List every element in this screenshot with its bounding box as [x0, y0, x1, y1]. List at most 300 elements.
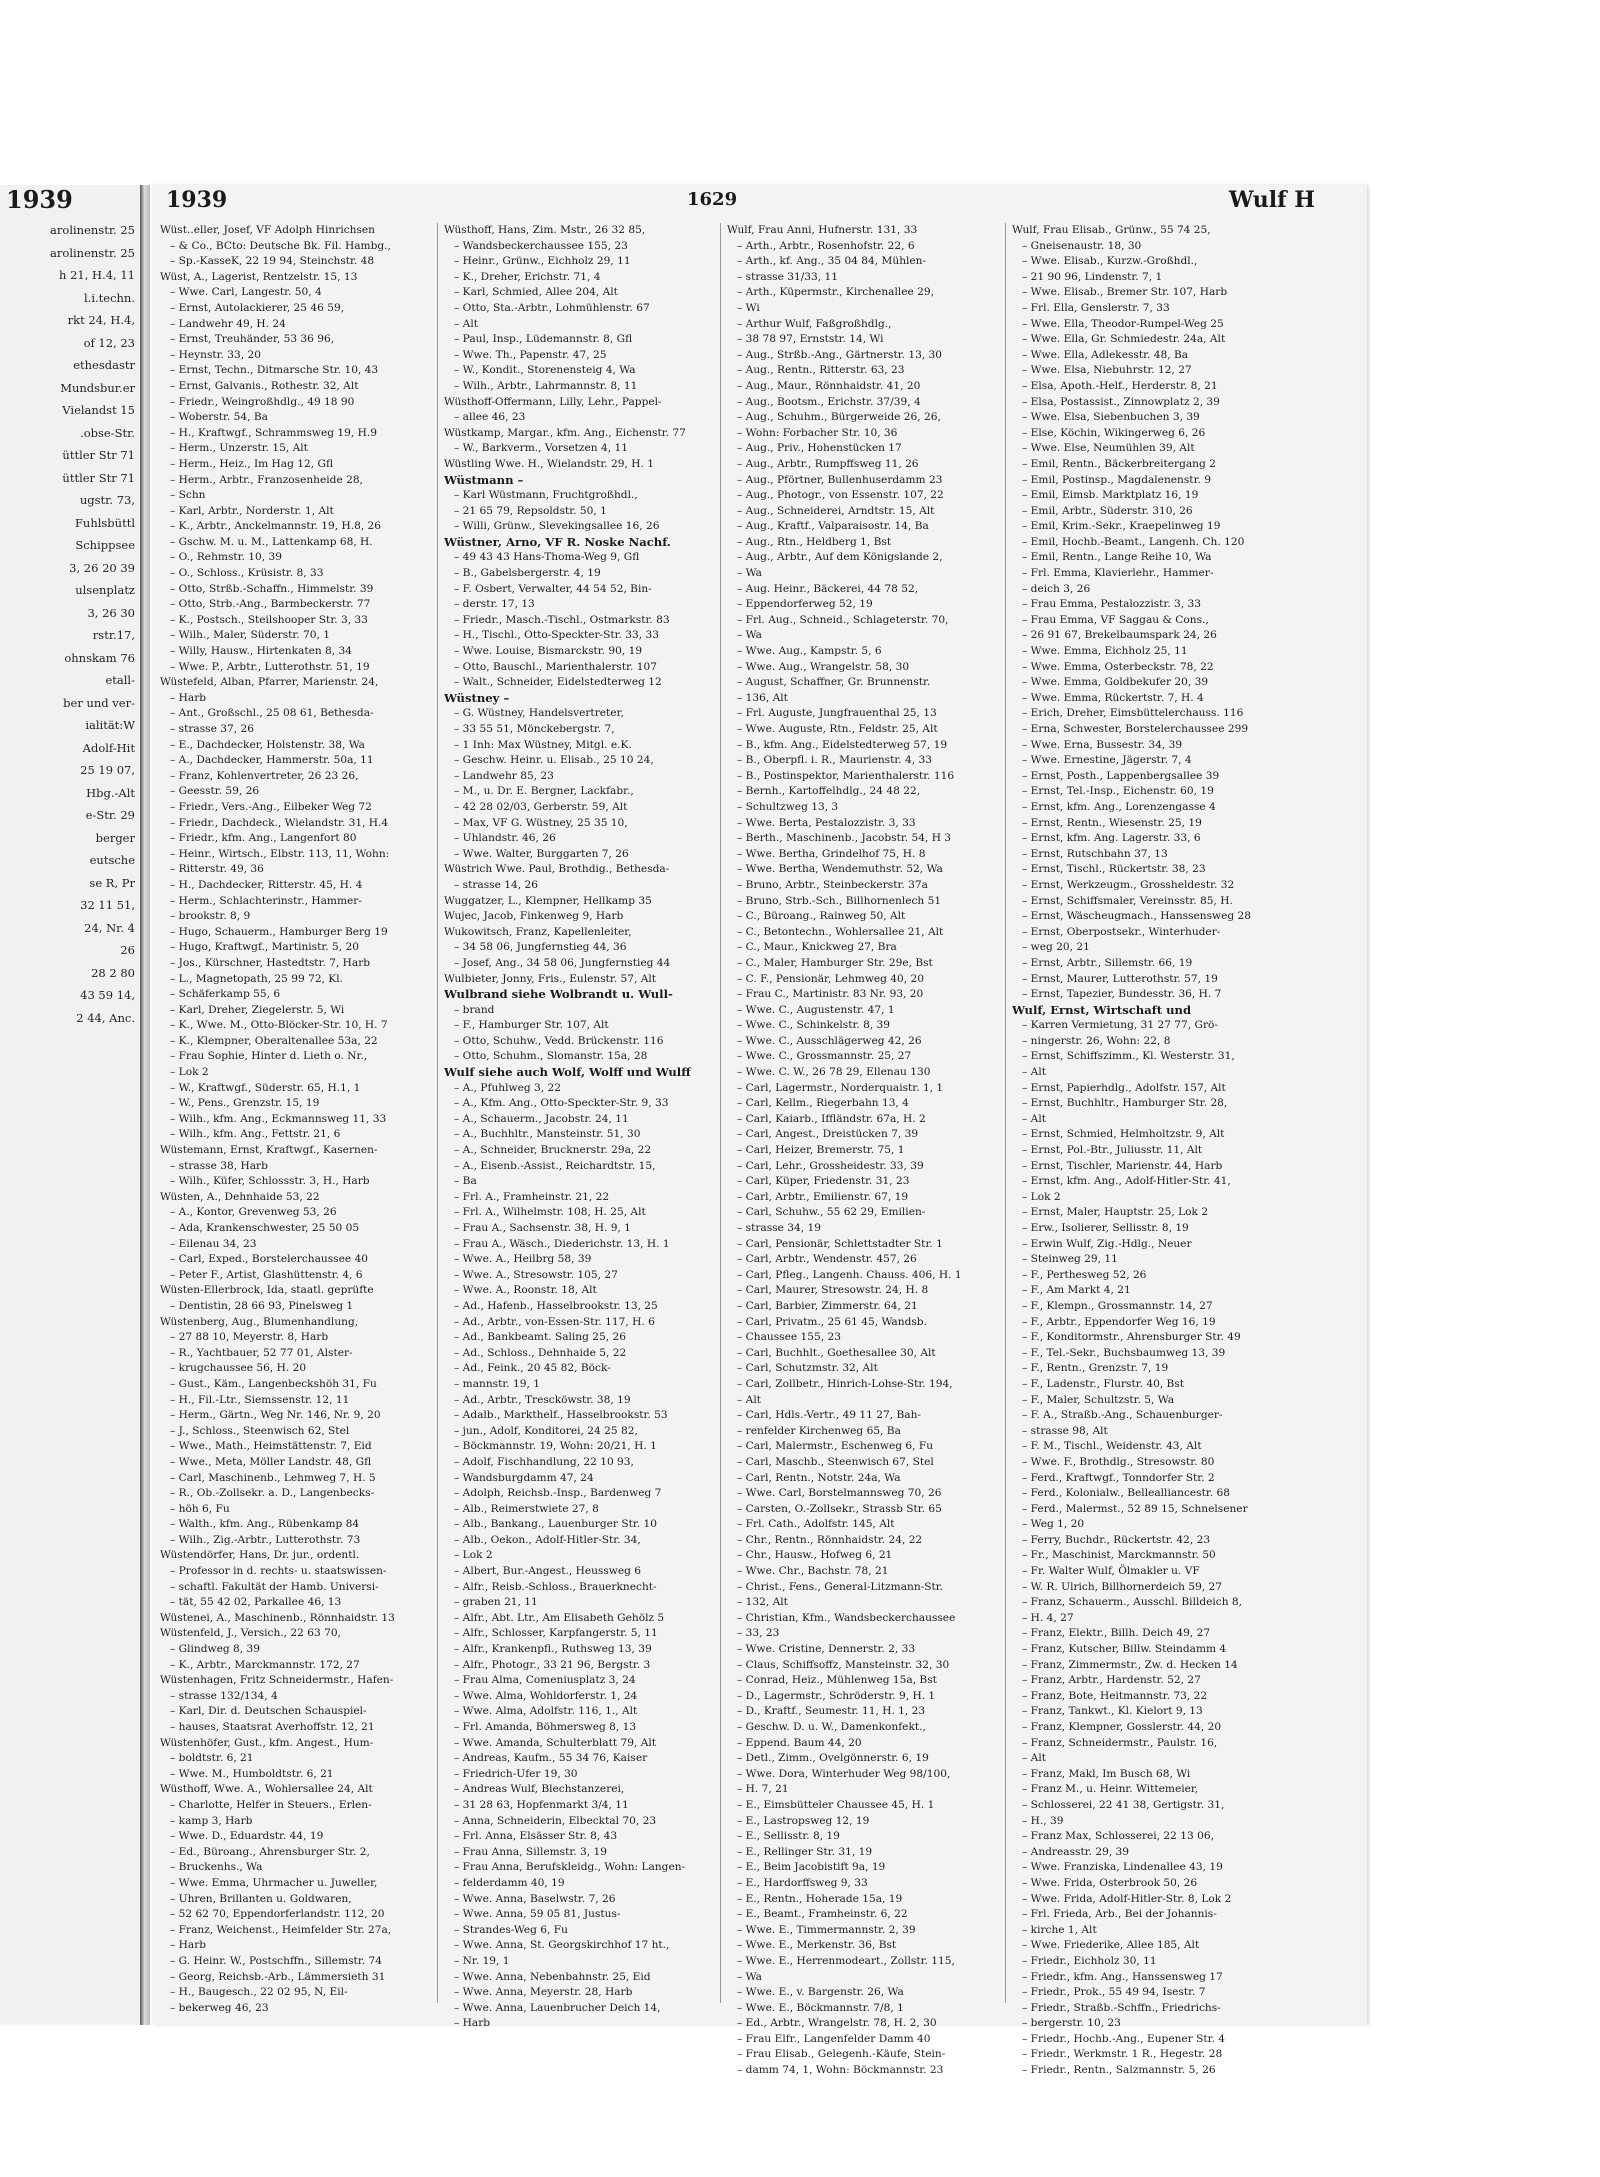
directory-entry: – Aug., Photogr., von Essenstr. 107, 22	[737, 489, 944, 502]
directory-entry: – Aug. Heinr., Bäckerei, 44 78 52,	[737, 582, 919, 595]
directory-entry: – Lok 2	[170, 1066, 209, 1079]
directory-entry: – weg 20, 21	[1022, 941, 1090, 954]
directory-entry: – Aug., Pförtner, Bullenhuserdamm 23	[737, 473, 943, 486]
directory-entry: – Erwin Wulf, Zig.-Hdlg., Neuer	[1022, 1237, 1192, 1250]
previous-page-line: 3, 26 20 39	[69, 560, 135, 575]
directory-entry: Wüstner, Arno, VF R. Noske Nachf.	[444, 534, 671, 549]
directory-entry: – Wwe. Alma, Wohldorferstr. 1, 24	[454, 1689, 638, 1702]
directory-entry: – Glindweg 8, 39	[170, 1643, 260, 1656]
directory-entry: – jun., Adolf, Konditorei, 24 25 82,	[454, 1424, 638, 1437]
directory-entry: – brand	[454, 1003, 495, 1016]
directory-entry: – Emil, Hochb.-Beamt., Langenh. Ch. 120	[1022, 535, 1245, 548]
directory-entry: – Heinr., Grünw., Eichholz 29, 11	[454, 255, 631, 268]
directory-entry: – Alt	[1022, 1066, 1046, 1079]
directory-entry: – Wwe. Ella, Theodor-Rumpel-Weg 25	[1022, 317, 1224, 330]
directory-entry: – Ernst, Tapezier, Bundesstr. 36, H. 7	[1022, 988, 1222, 1001]
directory-entry: – Wwe. Frida, Osterbrook 50, 26	[1022, 1876, 1198, 1889]
directory-entry: – Frau A., Sachsenstr. 38, H. 9, 1	[454, 1222, 631, 1234]
directory-entry: – Geschw. D. u. W., Damenkonfekt.,	[737, 1721, 926, 1733]
directory-entry: – A., Pfuhlweg 3, 22	[454, 1081, 561, 1094]
directory-entry: – Wwe. C., Ausschlägerweg 42, 26	[737, 1034, 922, 1047]
directory-entry: – Wwe. Auguste, Rtn., Feldstr. 25, Alt	[737, 723, 938, 735]
directory-entry: – Ernst, kfm. Ang., Adolf-Hitler-Str. 41,	[1022, 1175, 1231, 1188]
directory-entry: – Friedr., kfm. Ang., Langenfort 80	[170, 832, 357, 845]
directory-entry: – Frl. Ella, Genslerstr. 7, 33	[1022, 301, 1170, 314]
directory-entry: – Bernh., Kartoffelhdlg., 24 48 22,	[737, 785, 921, 798]
directory-entry: – 33 55 51, Mönckebergstr. 7,	[454, 723, 615, 735]
directory-entry: – F., Hamburger Str. 107, Alt	[454, 1019, 609, 1032]
directory-entry: – Franz, Arbtr., Hardenstr. 52, 27	[1022, 1674, 1201, 1687]
directory-entry: – Ernst, Wäscheugmach., Hanssensweg 28	[1022, 910, 1252, 923]
directory-entry: – Uhren, Brillanten u. Goldwaren,	[170, 1892, 352, 1905]
directory-entry: – Wwe. E., Böckmannstr. 7/8, 1	[737, 2001, 904, 2014]
previous-page-line: ugstr. 73,	[79, 493, 135, 507]
directory-entry: – Wa	[737, 629, 762, 642]
directory-entry: – Harb	[454, 2017, 491, 2030]
directory-entry: – Ernst, Techn., Ditmarsche Str. 10, 43	[170, 364, 379, 377]
directory-entry: – Aug., Schuhm., Bürgerweide 26, 26,	[737, 411, 941, 424]
directory-entry: – Aug., Rtn., Heldberg 1, Bst	[737, 535, 892, 548]
previous-page-line: 32 11 51,	[80, 898, 135, 912]
directory-entry: – Carl, Malermstr., Eschenweg 6, Fu	[737, 1440, 934, 1453]
previous-page-line: 28 2 80	[91, 965, 135, 980]
directory-entry: – Aug., Maur., Rönnhaidstr. 41, 20	[737, 379, 921, 392]
directory-entry: – A., Buchhltr., Mansteinstr. 51, 30	[454, 1128, 641, 1141]
directory-entry: Wulbieter, Jonny, Fris., Eulenstr. 57, Alt	[444, 972, 657, 985]
directory-entry: – C. F., Pensionär, Lehmweg 40, 20	[737, 972, 925, 985]
directory-entry: – Dentistin, 28 66 93, Pinelsweg 1	[170, 1299, 354, 1312]
directory-entry: – 49 43 43 Hans-Thoma-Weg 9, Gfl	[454, 551, 640, 564]
directory-entry: – Arthur Wulf, Faßgroßhdlg.,	[737, 317, 892, 330]
directory-entry: – B., Postinspektor, Marienthalerstr. 116	[737, 769, 955, 782]
directory-entry: – Jos., Kürschner, Hastedtstr. 7, Harb	[170, 956, 371, 969]
directory-entry: – Fr. Walter Wulf, Ölmakler u. VF	[1022, 1565, 1200, 1578]
directory-entry: – Friedr., Weingroßhdlg., 49 18 90	[170, 395, 355, 408]
directory-entry: – E., Lastropsweg 12, 19	[737, 1814, 870, 1827]
directory-entry: – Ernst, Treuhänder, 53 36 96,	[170, 333, 335, 346]
directory-entry: – höh 6, Fu	[170, 1502, 230, 1515]
directory-entry: – E., Hardorffsweg 9, 33	[737, 1876, 868, 1889]
directory-entry: – Karl, Dreher, Ziegelerstr. 5, Wi	[170, 1003, 345, 1016]
directory-entry: – Ernst, kfm. Ang., Lorenzengasse 4	[1022, 800, 1216, 813]
directory-entry: – F., Perthesweg 52, 26	[1022, 1268, 1147, 1281]
directory-entry: – Wwe. Anna, Lauenbrucher Deich 14,	[454, 2001, 661, 2014]
directory-entry: – Ad., Arbtr., Trescköwstr. 38, 19	[454, 1393, 631, 1406]
directory-entry: – Carl, Maschb., Steenwisch 67, Stel	[737, 1455, 934, 1468]
directory-entry: – L., Magnetopath, 25 99 72, Kl.	[170, 972, 343, 985]
directory-entry: – Carl, Kellm., Riegerbahn 13, 4	[737, 1097, 909, 1110]
directory-entry: – Wwe., Meta, Möller Landstr. 48, Gfl	[170, 1455, 372, 1468]
directory-entry: – H., Baugesch., 22 02 95, N, Eil-	[170, 1986, 348, 1999]
directory-entry: – Wwe. E., v. Bargenstr. 26, Wa	[737, 1986, 904, 1999]
directory-entry: – C., Maler, Hamburger Str. 29e, Bst	[737, 956, 933, 969]
directory-entry: – Claus, Schiffsoffz, Mansteinstr. 32, 30	[737, 1658, 950, 1671]
directory-entry: – Bruno, Strb.-Sch., Billhornenlech 51	[737, 894, 942, 907]
directory-entry: Wüstling Wwe. H., Wielandstr. 29, H. 1	[444, 457, 654, 470]
directory-entry: – Wwe. Walter, Burggarten 7, 26	[454, 847, 629, 860]
directory-entry: – Wwe. Elsa, Siebenbuchen 3, 39	[1022, 411, 1200, 424]
directory-entry: – Wwe., Math., Heimstättenstr. 7, Eid	[170, 1440, 372, 1453]
directory-entry: – Alfr., Abt. Ltr., Am Elisabeth Gehölz 5	[454, 1611, 665, 1624]
directory-entry: – Ernst, Papierhdlg., Adolfstr. 157, Alt	[1022, 1081, 1226, 1094]
directory-entry: – Wa	[737, 567, 762, 580]
directory-entry: – F., Rentn., Grenzstr. 7, 19	[1022, 1362, 1169, 1375]
directory-entry: – Herm., Heiz., Im Hag 12, Gfl	[170, 457, 334, 470]
directory-entry: – Alt	[737, 1393, 761, 1406]
directory-entry: – Willy, Hausw., Hirtenkaten 8, 34	[170, 645, 353, 658]
directory-entry: – Erich, Dreher, Eimsbüttelerchauss. 116	[1022, 707, 1244, 720]
directory-entry: – Ada, Krankenschwester, 25 50 05	[170, 1222, 360, 1234]
directory-entry: – Wandsburgdamm 47, 24	[454, 1471, 594, 1484]
directory-entry: – Carl, Arbtr., Emilienstr. 67, 19	[737, 1190, 909, 1203]
directory-entry: – Wwe. Aug., Wrangelstr. 58, 30	[737, 660, 910, 673]
directory-entry: Wüstenhöfer, Gust., kfm. Angest., Hum-	[160, 1736, 374, 1749]
directory-entry: – Alt	[1022, 1112, 1046, 1125]
directory-entry: – A., Schneider, Brucknerstr. 29a, 22	[454, 1144, 652, 1157]
directory-entry: – Karren Vermietung, 31 27 77, Grö-	[1022, 1019, 1219, 1032]
previous-page-line: etall-	[105, 673, 135, 687]
directory-entry: – Wwe. Bertha, Grindelhof 75, H. 8	[737, 847, 926, 860]
directory-entry: – Aug., Rentn., Ritterstr. 63, 23	[737, 364, 905, 377]
directory-entry: – Geesstr. 59, 26	[170, 785, 260, 798]
directory-entry: – Franz, Tankwt., Kl. Kielort 9, 13	[1022, 1705, 1203, 1718]
directory-entry: – deich 3, 26	[1022, 582, 1091, 595]
directory-entry: – Friedr., Masch.-Tischl., Ostmarkstr. 83	[454, 613, 670, 626]
directory-entry: – Carl, Maurer, Stresowstr. 24, H. 8	[737, 1284, 929, 1297]
directory-entry: – brookstr. 8, 9	[170, 910, 251, 923]
directory-entry: – Arth., kf. Ang., 35 04 84, Mühlen-	[737, 255, 927, 268]
previous-page-line: üttler Str 71	[62, 470, 135, 485]
directory-entry: – Wwe. D., Eduardstr. 44, 19	[170, 1830, 324, 1843]
directory-entry: – Ernst, Tischler, Marienstr. 44, Harb	[1022, 1159, 1223, 1172]
directory-entry: – Frl. Emma, Klavierlehr., Hammer-	[1022, 567, 1214, 580]
directory-entry: – Wwe. Ernestine, Jägerstr. 7, 4	[1022, 754, 1192, 767]
directory-entry: – Carl, Buchhlt., Goethesallee 30, Alt	[737, 1346, 936, 1359]
directory-entry: – Frau C., Martinistr. 83 Nr. 93, 20	[737, 988, 924, 1001]
directory-entry: – Carl, Exped., Borstelerchaussee 40	[170, 1253, 368, 1266]
directory-entry: – Carl, Pensionär, Schlettstadter Str. 1	[737, 1237, 943, 1250]
directory-entry: – Hugo, Kraftwgf., Martinistr. 5, 20	[170, 941, 359, 954]
directory-entry: – F., Maler, Schultzstr. 5, Wa	[1022, 1393, 1175, 1406]
directory-entry: – Ad., Schloss., Dehnhaide 5, 22	[454, 1346, 627, 1359]
directory-entry: – Otto, Schuhm., Slomanstr. 15a, 28	[454, 1050, 648, 1063]
directory-entry: – Wwe. F., Brothdlg., Stresowstr. 80	[1022, 1455, 1215, 1468]
directory-entry: – Emil, Arbtr., Süderstr. 310, 26	[1022, 504, 1193, 517]
directory-entry: – Carl, Rentn., Notstr. 24a, Wa	[737, 1471, 901, 1484]
directory-entry: – Wwe. Carl, Borstelmannsweg 70, 26	[737, 1487, 942, 1500]
directory-entry: – Chr., Hausw., Hofweg 6, 21	[737, 1549, 893, 1562]
directory-entry: – Wwe. Anna, Nebenbahnstr. 25, Eid	[454, 1970, 651, 1983]
directory-entry: – Ad., Feink., 20 45 82, Böck-	[454, 1362, 611, 1375]
previous-page-line: 3, 26 30	[87, 605, 135, 620]
directory-entry: Wüsthoff, Wwe. A., Wohlersallee 24, Alt	[160, 1783, 373, 1796]
directory-entry: – Ernst, Rutschbahn 37, 13	[1022, 847, 1168, 860]
directory-entry: – Hugo, Schauerm., Hamburger Berg 19	[170, 925, 388, 938]
directory-entry: – Carl, Arbtr., Wendenstr. 457, 26	[737, 1253, 917, 1266]
directory-entry: – Franz, Makl, Im Busch 68, Wi	[1022, 1767, 1191, 1780]
directory-entry: – Franz, Schauerm., Ausschl. Billdeich 8,	[1022, 1596, 1243, 1609]
directory-entry: – strasse 98, Alt	[1022, 1424, 1108, 1437]
directory-entry: – Ritterstr. 49, 36	[170, 863, 264, 876]
directory-entry: – Heinr., Wirtsch., Elbstr. 113, 11, Wohn:	[170, 847, 390, 860]
directory-entry: – Wwe. Emma, Osterbeckstr. 78, 22	[1022, 660, 1214, 673]
directory-entry: – E., Beim Jacobistift 9a, 19	[737, 1861, 886, 1874]
directory-entry: – Friedr., Hochb.-Ang., Eupener Str. 4	[1022, 2032, 1225, 2045]
directory-entry: – Paul, Insp., Lüdemannstr. 8, Gfl	[454, 333, 633, 346]
directory-entry: – E., Beamt., Framheinstr. 6, 22	[737, 1908, 908, 1921]
header-running-name: Wulf H	[1228, 187, 1315, 213]
directory-entry: Wüstemann, Ernst, Kraftwgf., Kasernen-	[160, 1144, 378, 1157]
directory-entry: – tät, 55 42 02, Parkallee 46, 13	[170, 1596, 342, 1609]
directory-entry: – A., Kfm. Ang., Otto-Speckter-Str. 9, 33	[454, 1097, 669, 1110]
directory-entry: – Carl, Kaiarb., Iffländstr. 67a, H. 2	[737, 1112, 926, 1125]
directory-entry: – Schlosserei, 22 41 38, Gertigstr. 31,	[1022, 1798, 1225, 1811]
directory-entry: – Wwe. Ella, Gr. Schmiedestr. 24a, Alt	[1022, 333, 1226, 346]
directory-entry: – Franz, Schneidermstr., Paulstr. 16,	[1022, 1736, 1218, 1749]
directory-entry: – Fr., Maschinist, Marckmannstr. 50	[1022, 1549, 1216, 1562]
directory-entry: – 27 88 10, Meyerstr. 8, Harb	[170, 1331, 329, 1344]
directory-entry: – H., Tischl., Otto-Speckter-Str. 33, 33	[454, 629, 659, 642]
directory-entry: Wulbrand siehe Wolbrandt u. Wull-	[444, 987, 673, 1002]
previous-page-line: 24, Nr. 4	[84, 920, 135, 935]
directory-entry: – Berth., Maschinenb., Jacobstr. 54, H 3	[737, 832, 952, 845]
directory-entry: – Carl, Maschinenb., Lehmweg 7, H. 5	[170, 1471, 376, 1484]
directory-entry: – M., u. Dr. E. Bergner, Lackfabr.,	[454, 785, 634, 798]
directory-entry: – B., kfm. Ang., Eidelstedterweg 57, 19	[737, 738, 948, 751]
directory-entry: – Elsa, Apoth.-Helf., Herderstr. 8, 21	[1022, 379, 1218, 392]
directory-entry: – W., Kondit., Storenensteig 4, Wa	[454, 364, 636, 377]
directory-entry: – Frl. Amanda, Böhmersweg 8, 13	[454, 1721, 637, 1733]
directory-entry: – Frau A., Wäsch., Diederichstr. 13, H. 1	[454, 1237, 670, 1250]
directory-entry: – mannstr. 19, 1	[454, 1377, 540, 1390]
directory-entry: – Frl. Cath., Adolfstr. 145, Alt	[737, 1518, 895, 1531]
previous-page-strip	[0, 185, 142, 2025]
header-year: 1939	[166, 187, 228, 213]
directory-entry: – & Co., BCto: Deutsche Bk. Fil. Hambg.,	[170, 239, 391, 252]
previous-page-line: ethesdastr	[73, 358, 135, 372]
directory-entry: – Friedr., kfm. Ang., Hanssensweg 17	[1022, 1970, 1223, 1983]
directory-entry: – Ferry, Buchdr., Rückertstr. 42, 23	[1022, 1533, 1211, 1546]
directory-entry: – Andreas, Kaufm., 55 34 76, Kaiser	[454, 1752, 648, 1765]
directory-entry: – Woberstr. 54, Ba	[170, 411, 268, 424]
directory-entry: – Adalb., Markthelf., Hasselbrookstr. 53	[454, 1409, 668, 1422]
previous-page-line: 2 44, Anc.	[76, 1010, 135, 1025]
directory-entry: – Ernst, Schiffsmaler, Vereinsstr. 85, H.	[1022, 894, 1233, 907]
directory-entry: – H. 4, 27	[1022, 1611, 1074, 1624]
directory-entry: – Ed., Arbtr., Wrangelstr. 78, H. 2, 30	[737, 2017, 937, 2030]
directory-entry: – Ed., Büroang., Ahrensburger Str. 2,	[170, 1845, 370, 1858]
book-gutter	[140, 185, 150, 2025]
directory-entry: – Weg 1, 20	[1022, 1518, 1085, 1531]
directory-entry: – Franz, Elektr., Billh. Deich 49, 27	[1022, 1627, 1211, 1640]
directory-entry: – Wilh., Küfer, Schlossstr. 3, H., Harb	[170, 1175, 370, 1188]
directory-entry: – Wwe. E., Timmermannstr. 2, 39	[737, 1923, 916, 1936]
directory-entry: – Wwe. Berta, Pestalozzistr. 3, 33	[737, 816, 916, 829]
directory-entry: – Böckmannstr. 19, Wohn: 20/21, H. 1	[454, 1440, 657, 1453]
directory-entry: – Ernst, Werkzeugm., Grossheldestr. 32	[1022, 878, 1235, 891]
directory-entry: – Friedr., Vers.-Ang., Eilbeker Weg 72	[170, 800, 372, 813]
directory-entry: – C., Betontechn., Wohlersallee 21, Alt	[737, 925, 944, 938]
directory-entry: – Emil, Rentn., Bäckerbreitergang 2	[1022, 457, 1216, 470]
directory-entry: Wüstenfeld, J., Versich., 22 63 70,	[160, 1627, 341, 1640]
directory-entry: – W., Barkverm., Vorsetzen 4, 11	[454, 442, 628, 455]
directory-entry: Wüstendörfer, Hans, Dr. jur., ordentl.	[160, 1549, 360, 1562]
directory-entry: Wukowitsch, Franz, Kapellenleiter,	[444, 925, 632, 938]
directory-entry: Wüstenhagen, Fritz Schneidermstr., Hafen-	[160, 1674, 394, 1687]
directory-entry: – Wwe. Elisab., Bremer Str. 107, Harb	[1022, 286, 1228, 299]
previous-page-line: ber und ver-	[63, 695, 135, 710]
directory-entry: – E., Eimsbütteler Chaussee 45, H. 1	[737, 1798, 935, 1811]
directory-entry: – Otto, Sta.-Arbtr., Lohmühlenstr. 67	[454, 301, 650, 314]
directory-entry: – Wwe. E., Herrenmodeart., Zollstr. 115,	[737, 1954, 955, 1967]
directory-entry: – Aug., Arbtr., Auf dem Königslande 2,	[737, 551, 943, 564]
previous-page-line: arolinenstr. 25	[50, 223, 135, 237]
directory-entry: – Wwe. C., Augustenstr. 47, 1	[737, 1003, 895, 1016]
directory-entry: – F., Am Markt 4, 21	[1022, 1284, 1131, 1297]
directory-entry: – Wwe. Th., Papenstr. 47, 25	[454, 348, 607, 361]
directory-entry: – Ferd., Kraftwgf., Tonndorfer Str. 2	[1022, 1471, 1215, 1484]
directory-entry: – Herm., Gärtn., Weg Nr. 146, Nr. 9, 20	[170, 1409, 381, 1422]
directory-entry: – Karl Wüstmann, Fruchtgroßhdl.,	[454, 489, 638, 502]
directory-entry: – Lok 2	[454, 1549, 493, 1562]
directory-entry: – Ad., Bankbeamt. Saling 25, 26	[454, 1331, 626, 1344]
directory-entry: – Schn	[170, 489, 206, 502]
directory-entry: – Wwe. Anna, Baselwstr. 7, 26	[454, 1892, 616, 1905]
directory-entry: – Bruckenhs., Wa	[170, 1861, 263, 1874]
directory-entry: – 21 90 96, Lindenstr. 7, 1	[1022, 270, 1163, 283]
directory-entry: – K., Arbtr., Marckmannstr. 172, 27	[170, 1658, 360, 1671]
directory-entry: – bekerweg 46, 23	[170, 2001, 269, 2014]
directory-entry: – Wwe. Carl, Langestr. 50, 4	[170, 286, 322, 299]
directory-entry: – Alfr., Krankenpfl., Ruthsweg 13, 39	[454, 1643, 652, 1656]
directory-entry: – Alb., Bankang., Lauenburger Str. 10	[454, 1518, 657, 1531]
directory-entry: – Carl, Barbier, Zimmerstr. 64, 21	[737, 1299, 918, 1312]
directory-page	[152, 185, 1367, 2077]
directory-entry: – Adolf, Fischhandlung, 22 10 93,	[454, 1455, 634, 1468]
directory-entry: – H., 39	[1022, 1814, 1064, 1827]
directory-entry: – Franz M., u. Heinr. Wittemeier,	[1022, 1783, 1199, 1796]
directory-entry: – Ernst, Arbtr., Sillemstr. 66, 19	[1022, 956, 1193, 969]
directory-entry: – Wwe. Amanda, Schulterblatt 79, Alt	[454, 1736, 656, 1749]
directory-entry: – Gneisenaustr. 18, 30	[1022, 239, 1142, 252]
directory-entry: – Ernst, Maler, Hauptstr. 25, Lok 2	[1022, 1206, 1209, 1219]
directory-entry: Wulf siehe auch Wolf, Wolff und Wulff	[444, 1065, 691, 1080]
directory-entry: – Wwe. Anna, St. Georgskirchhof 17 ht.,	[454, 1939, 670, 1952]
directory-entry: – Sp.-KasseK, 22 19 94, Steinchstr. 48	[170, 255, 375, 268]
directory-entry: Wuggatzer, L., Klempner, Hellkamp 35	[444, 894, 652, 907]
directory-entry: – Wwe. Franziska, Lindenallee 43, 19	[1022, 1861, 1223, 1874]
previous-page-line: 25 19 07,	[80, 763, 135, 777]
directory-entry: – F., Konditormstr., Ahrensburger Str. 49	[1022, 1331, 1241, 1344]
directory-entry: – Frl. A., Framheinstr. 21, 22	[454, 1190, 610, 1203]
directory-entry: – 1 Inh: Max Wüstney, Mitgl. e.K.	[454, 738, 632, 751]
directory-entry: – Wwe. Friederike, Allee 185, Alt	[1022, 1939, 1200, 1952]
directory-entry: – Frau Anna, Berufskleidg., Wohn: Langen-	[454, 1861, 686, 1874]
directory-entry: – Frl. Aug., Schneid., Schlageterstr. 70,	[737, 613, 949, 626]
directory-entry: – Wwe. Chr., Bachstr. 78, 21	[737, 1565, 889, 1578]
directory-entry: – ningerstr. 26, Wohn: 22, 8	[1022, 1034, 1171, 1047]
directory-entry: – Ferd., Kolonialw., Bellealliancestr. 68	[1022, 1487, 1230, 1500]
directory-entry: – Wwe. Elisab., Kurzw.-Großhdl.,	[1022, 255, 1198, 268]
directory-entry: – Franz, Bote, Heitmannstr. 73, 22	[1022, 1689, 1208, 1702]
directory-entry: – Eppend. Baum 44, 20	[737, 1736, 862, 1749]
directory-column-3	[727, 223, 999, 2079]
directory-entry: – Wwe. Elsa, Niebuhrstr. 12, 27	[1022, 364, 1192, 377]
directory-entry: – Arth., Arbtr., Rosenhofstr. 22, 6	[737, 239, 915, 252]
directory-entry: – Alt	[1022, 1752, 1046, 1765]
directory-entry: – R., Ob.-Zollsekr. a. D., Langenbecks-	[170, 1487, 375, 1500]
directory-entry: – Wwe. C., Schinkelstr. 8, 39	[737, 1019, 891, 1032]
directory-entry: – Wi	[737, 301, 760, 314]
directory-entry: – Wwe. A., Stresowstr. 105, 27	[454, 1268, 618, 1281]
directory-entry: – Wwe. Anna, Meyerstr. 28, Harb	[454, 1986, 633, 1999]
directory-entry: – Wilh., Maler, Süderstr. 70, 1	[170, 629, 331, 642]
directory-entry: – Aug., Schneiderei, Arndtstr. 15, Alt	[737, 504, 935, 517]
previous-page-line: Fuhlsbüttl	[74, 515, 135, 530]
directory-entry: – Karl, Dir. d. Deutschen Schauspiel-	[170, 1705, 367, 1718]
directory-entry: – J., Schloss., Steenwisch 62, Stel	[170, 1424, 350, 1437]
directory-entry: – A., Dachdecker, Hammerstr. 50a, 11	[170, 754, 374, 767]
previous-page-line: rkt 24, H.4,	[67, 313, 135, 327]
directory-entry: – Wwe. Emma, Goldbekufer 20, 39	[1022, 676, 1209, 689]
directory-entry: – Otto, Bauschl., Marienthalerstr. 107	[454, 660, 657, 673]
previous-page-line: l.i.techn.	[83, 290, 135, 305]
directory-entry: – strasse 31/33, 11	[737, 270, 838, 283]
directory-entry: – Ant., Großschl., 25 08 61, Bethesda-	[170, 707, 374, 720]
directory-entry: – hauses, Staatsrat Averhoffstr. 12, 21	[170, 1721, 375, 1733]
directory-entry: – Ernst, Posth., Lappenbergsallee 39	[1022, 769, 1220, 782]
directory-entry: – Emil, Rentn., Lange Reihe 10, Wa	[1022, 551, 1212, 564]
directory-entry: – W., Kraftwgf., Süderstr. 65, H.1, 1	[170, 1081, 361, 1094]
directory-entry: – F., Arbtr., Eppendorfer Weg 16, 19	[1022, 1315, 1216, 1328]
directory-entry: – Frl. A., Wilhelmstr. 108, H. 25, Alt	[454, 1206, 646, 1219]
directory-entry: Wulf, Frau Anni, Hufnerstr. 131, 33	[727, 224, 918, 236]
directory-entry: – Ernst, Tel.-Insp., Eichenstr. 60, 19	[1022, 785, 1214, 798]
directory-entry: – Herm., Arbtr., Franzosenheide 28,	[170, 473, 363, 486]
directory-entry: – F. A., Straßb.-Ang., Schauenburger-	[1022, 1409, 1223, 1422]
directory-entry: – Friedrich-Ufer 19, 30	[454, 1767, 578, 1780]
directory-entry: – E., Rentn., Hoherade 15a, 19	[737, 1892, 903, 1905]
directory-entry: – D., Lagermstr., Schröderstr. 9, H. 1	[737, 1689, 936, 1702]
directory-entry: – Ernst, Autolackierer, 25 46 59,	[170, 301, 345, 314]
directory-entry: – Wilh., Arbtr., Lahrmannstr. 8, 11	[454, 379, 638, 392]
directory-entry: – Wandsbeckerchaussee 155, 23	[454, 239, 628, 252]
directory-entry: – Wilh., Zig.-Arbtr., Lutterothstr. 73	[170, 1533, 361, 1546]
directory-entry: Wüstenberg, Aug., Blumenhandlung,	[160, 1315, 359, 1328]
directory-entry: – 34 58 06, Jungfernstieg 44, 36	[454, 941, 627, 954]
column-rule	[437, 223, 438, 2003]
directory-entry: – Frl. Frieda, Arb., Bei der Johannis-	[1022, 1908, 1217, 1921]
directory-entry: – Wwe. Emma, Uhrmacher u. Juweller,	[170, 1876, 378, 1889]
directory-entry: – Eppendorferweg 52, 19	[737, 598, 873, 611]
directory-entry: – Wwe. Else, Neumühlen 39, Alt	[1022, 442, 1195, 455]
directory-entry: Wüstrich Wwe. Paul, Brothdig., Bethesda-	[444, 863, 670, 876]
directory-entry: – Eilenau 34, 23	[170, 1237, 257, 1250]
directory-entry: – Gschw. M. u. M., Lattenkamp 68, H.	[170, 535, 373, 548]
directory-entry: – O., Schloss., Krüsistr. 8, 33	[170, 567, 324, 580]
directory-entry: – 38 78 97, Ernststr. 14, Wi	[737, 333, 884, 346]
directory-entry: – Carl, Hdls.-Vertr., 49 11 27, Bah-	[737, 1409, 921, 1422]
directory-entry: – August, Schaffner, Gr. Brunnenstr.	[737, 676, 931, 689]
previous-page-year: 1939	[6, 185, 73, 214]
previous-page-line: Schippsee	[75, 538, 135, 552]
directory-entry: – strasse 38, Harb	[170, 1159, 268, 1172]
directory-entry: – Gust., Käm., Langenbeckshöh 31, Fu	[170, 1377, 377, 1390]
directory-entry: – Ernst, Tischl., Rückertstr. 38, 23	[1022, 863, 1206, 876]
directory-entry: – Detl., Zimm., Ovelgönnerstr. 6, 19	[737, 1752, 929, 1765]
directory-entry: – Ernst, Galvanis., Rothestr. 32, Alt	[170, 379, 359, 392]
directory-entry: – Heynstr. 33, 20	[170, 348, 262, 361]
